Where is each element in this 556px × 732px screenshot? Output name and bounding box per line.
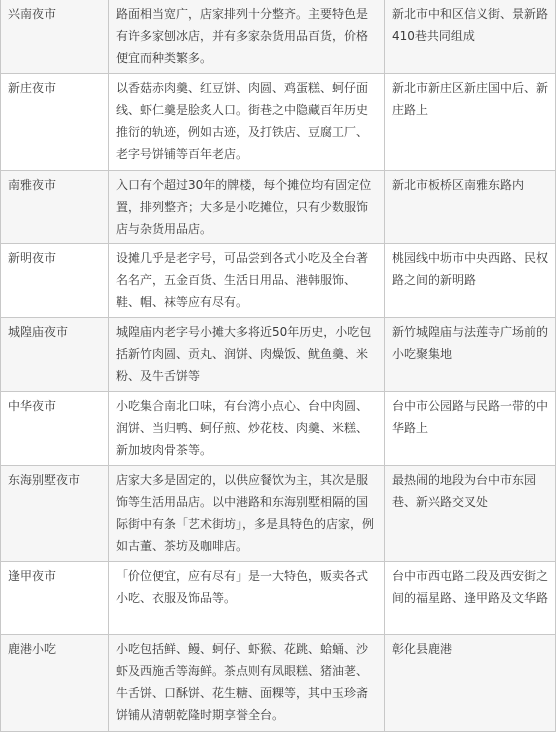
market-description: 小吃集合南北口味，有台湾小点心、台中肉圆、润饼、当归鸭、蚵仔煎、炒花枝、肉羹、米糕、新加坡肉骨茶等。 [109,392,385,466]
market-name: 中华夜市 [1,392,109,466]
table-row [1,244,556,318]
market-description: 路面相当宽广，店家排列十分整齐。主要特色是有许多家刨冰店，并有多家杂货用品百货，价格便宜而种类繁多。 [109,0,385,74]
market-address: 新竹城隍庙与法莲寺广场前的小吃聚集地 [385,318,556,392]
table-row [1,318,556,392]
market-name: 鹿港小吃 [1,635,109,732]
market-address: 彰化县鹿港 [385,635,556,732]
market-name: 兴南夜市 [1,0,109,74]
market-address: 新北市板桥区南雅东路内 [385,171,556,244]
market-name: 南雅夜市 [1,171,109,244]
table-row [1,562,556,635]
table-row [1,74,556,171]
market-address: 新北市新庄区新庄国中后、新庄路上 [385,74,556,171]
table-row [1,466,556,562]
market-description: 城隍庙内老字号小摊大多将近50年历史，小吃包括新竹肉圆、贡丸、润饼、肉燥饭、鱿鱼羹、米粉、及牛舌饼等 [109,318,385,392]
market-name: 新明夜市 [1,244,109,318]
market-name: 新庄夜市 [1,74,109,171]
market-name: 东海别墅夜市 [1,466,109,562]
market-description: 以香菇赤肉羹、红豆饼、肉圆、鸡蛋糕、蚵仔面线、虾仁羹是脍炙人口。街巷之中隐藏百年历史推衍的轨迹，例如古迹，及打铁店、豆腐工厂、老字号饼铺等百年老店。 [109,74,385,171]
market-name: 城隍庙夜市 [1,318,109,392]
market-description: 店家大多是固定的，以供应餐饮为主，其次是服饰等生活用品店。以中港路和东海别墅相隔的国际街中有条「艺术街坊」，多是具特色的店家，例如古董、茶坊及咖啡店。 [109,466,385,562]
market-address: 台中市公园路与民路一带的中华路上 [385,392,556,466]
market-description: 设摊几乎是老字号，可品尝到各式小吃及全台著名名产，五金百货、生活日用品、港韩服饰、鞋、帽、袜等应有尽有。 [109,244,385,318]
market-description: 「价位便宜，应有尽有」是一大特色，贩卖各式小吃、衣服及饰品等。 [109,562,385,635]
table-row [1,171,556,244]
table-row [1,635,556,732]
market-description: 小吃包括鲜、鳗、蚵仔、虾猴、花跳、蛤蛹、沙虾及西施舌等海鲜。茶点则有凤眼糕、猪油荖、牛舌饼、口酥饼、花生糖、面粿等，其中玉珍斋饼铺从清朝乾隆时期享誉全台。 [109,635,385,732]
market-address: 新北市中和区信义街、景新路410巷共同组成 [385,0,556,74]
market-address: 台中市西屯路二段及西安街之间的福星路、逢甲路及文华路 [385,562,556,635]
market-address: 桃园线中坜市中央西路、民权路之间的新明路 [385,244,556,318]
market-description: 入口有个超过30年的牌楼，每个摊位均有固定位置，排列整齐；大多是小吃摊位，只有少数服饰店与杂货用品店。 [109,171,385,244]
table-row [1,0,556,74]
table-row [1,392,556,466]
market-name: 逢甲夜市 [1,562,109,635]
market-address: 最热闹的地段为台中市东园巷、新兴路交叉处 [385,466,556,562]
